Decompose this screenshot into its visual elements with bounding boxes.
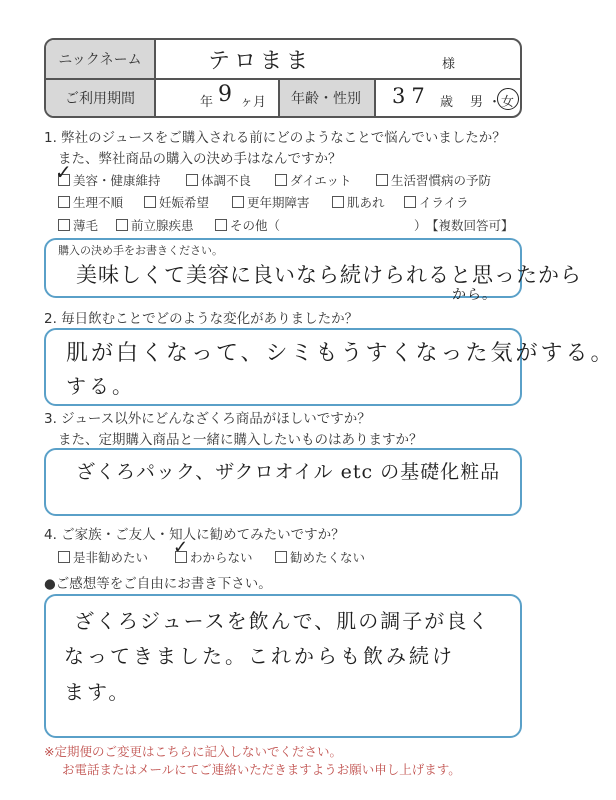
q1-answer-line2: から。	[452, 287, 497, 303]
q3-line1: 3. ジュース以外にどんなざくろ商品がほしいですか？	[44, 411, 371, 427]
nickname-label: ニックネーム	[46, 40, 154, 78]
checkbox-icon[interactable]	[376, 174, 388, 186]
q2-question: 2. 毎日飲むことでどのような変化がありましたか？	[44, 311, 359, 327]
age-gender-label: 年齢・性別	[278, 80, 374, 116]
impressions-heading: ●ご感想等をご自由にお書き下さい。	[44, 576, 272, 592]
checkbox-icon[interactable]	[232, 196, 244, 208]
age-value: 37	[392, 84, 431, 108]
q2-answer-line1: 肌が白くなって、シミもうすくなった気がする。	[66, 341, 616, 366]
option-thinning-hair[interactable]: 薄毛	[58, 216, 98, 234]
checkbox-icon[interactable]	[186, 174, 198, 186]
q1-line2: また、弊社商品の購入の決め手はなんですか？	[58, 151, 342, 167]
q3-answer: ざくろパック、ザクロオイル etc の基礎化粧品	[76, 461, 501, 483]
option-rough-skin[interactable]: 肌あれ	[332, 193, 385, 211]
option-prostate[interactable]: 前立腺疾患	[116, 216, 194, 234]
checkbox-icon[interactable]	[332, 196, 344, 208]
q2-answer-line2: する。	[66, 374, 135, 398]
option-other[interactable]: その他（	[215, 216, 280, 234]
q1-answer-line1: 美味しくて美容に良いなら続けられると思ったから	[76, 263, 582, 287]
option-irritation[interactable]: イライラ	[404, 193, 469, 211]
multiple-answer-note: 【複数回答可】	[426, 218, 514, 233]
option-poor-health[interactable]: 体調不良	[186, 171, 251, 189]
q3-line2: また、定期購入商品と一緒に購入したいものはありますか？	[58, 432, 423, 448]
checkbox-icon[interactable]	[275, 174, 287, 186]
checkmark-icon: ✓	[55, 160, 72, 184]
q1-box-hint: 購入の決め手をお書きください。	[58, 244, 223, 257]
checkbox-icon[interactable]	[58, 551, 70, 563]
col-divider	[374, 80, 376, 116]
col-divider	[154, 40, 156, 116]
period-months: 9	[218, 82, 232, 107]
checkmark-icon: ✓	[173, 537, 189, 558]
q4-question: 4. ご家族・ご友人・知人に勧めてみたいですか？	[44, 527, 345, 543]
nickname-value: テロまま	[208, 49, 313, 74]
checkbox-icon[interactable]	[215, 219, 227, 231]
checkbox-icon[interactable]	[58, 196, 70, 208]
option-want-recommend[interactable]: 是非勧めたい	[58, 548, 148, 566]
checkbox-icon[interactable]	[275, 551, 287, 563]
option-not-recommend[interactable]: 勧めたくない	[275, 548, 365, 566]
impressions-line1: ざくろジュースを飲んで、肌の調子が良く	[74, 609, 491, 633]
col-divider	[278, 80, 280, 116]
checkbox-icon[interactable]	[404, 196, 416, 208]
honorific: 様	[442, 57, 456, 72]
option-not-sure[interactable]: わからない	[175, 548, 253, 566]
gender-female: 女	[501, 95, 515, 110]
checkbox-icon[interactable]	[116, 219, 128, 231]
option-lifestyle-disease[interactable]: 生活習慣病の予防	[376, 171, 491, 189]
checkbox-icon[interactable]	[58, 219, 70, 231]
option-diet[interactable]: ダイエット	[275, 171, 352, 189]
period-month-unit: ヶ月	[240, 95, 267, 110]
option-beauty-health[interactable]: 美容・健康維持	[58, 171, 161, 189]
gender-separator: ・	[488, 95, 502, 110]
age-unit: 歳	[440, 95, 454, 110]
footer-note1: ※定期便のご変更はこちらに記入しないでください。	[44, 744, 342, 759]
header-table	[44, 38, 522, 118]
option-menopause[interactable]: 更年期障害	[232, 193, 310, 211]
period-year-unit: 年	[200, 95, 214, 110]
period-label: ご利用期間	[46, 80, 154, 116]
gender-male: 男	[470, 95, 484, 110]
impressions-line2: なってきました。これからも飲み続け	[64, 644, 455, 668]
option-irregular-period[interactable]: 生理不順	[58, 193, 123, 211]
q1-line1: 1. 弊社のジュースをご購入される前にどのようなことで悩んでいましたか？	[44, 130, 506, 146]
impressions-line3: ます。	[64, 680, 132, 704]
row-divider	[46, 78, 520, 80]
checkbox-icon[interactable]	[144, 196, 156, 208]
option-pregnancy-hope[interactable]: 妊娠希望	[144, 193, 209, 211]
footer-note2: お電話またはメールにてご連絡いただきますようお願い申し上げます。	[62, 762, 461, 777]
other-close-paren: ）	[414, 218, 427, 233]
